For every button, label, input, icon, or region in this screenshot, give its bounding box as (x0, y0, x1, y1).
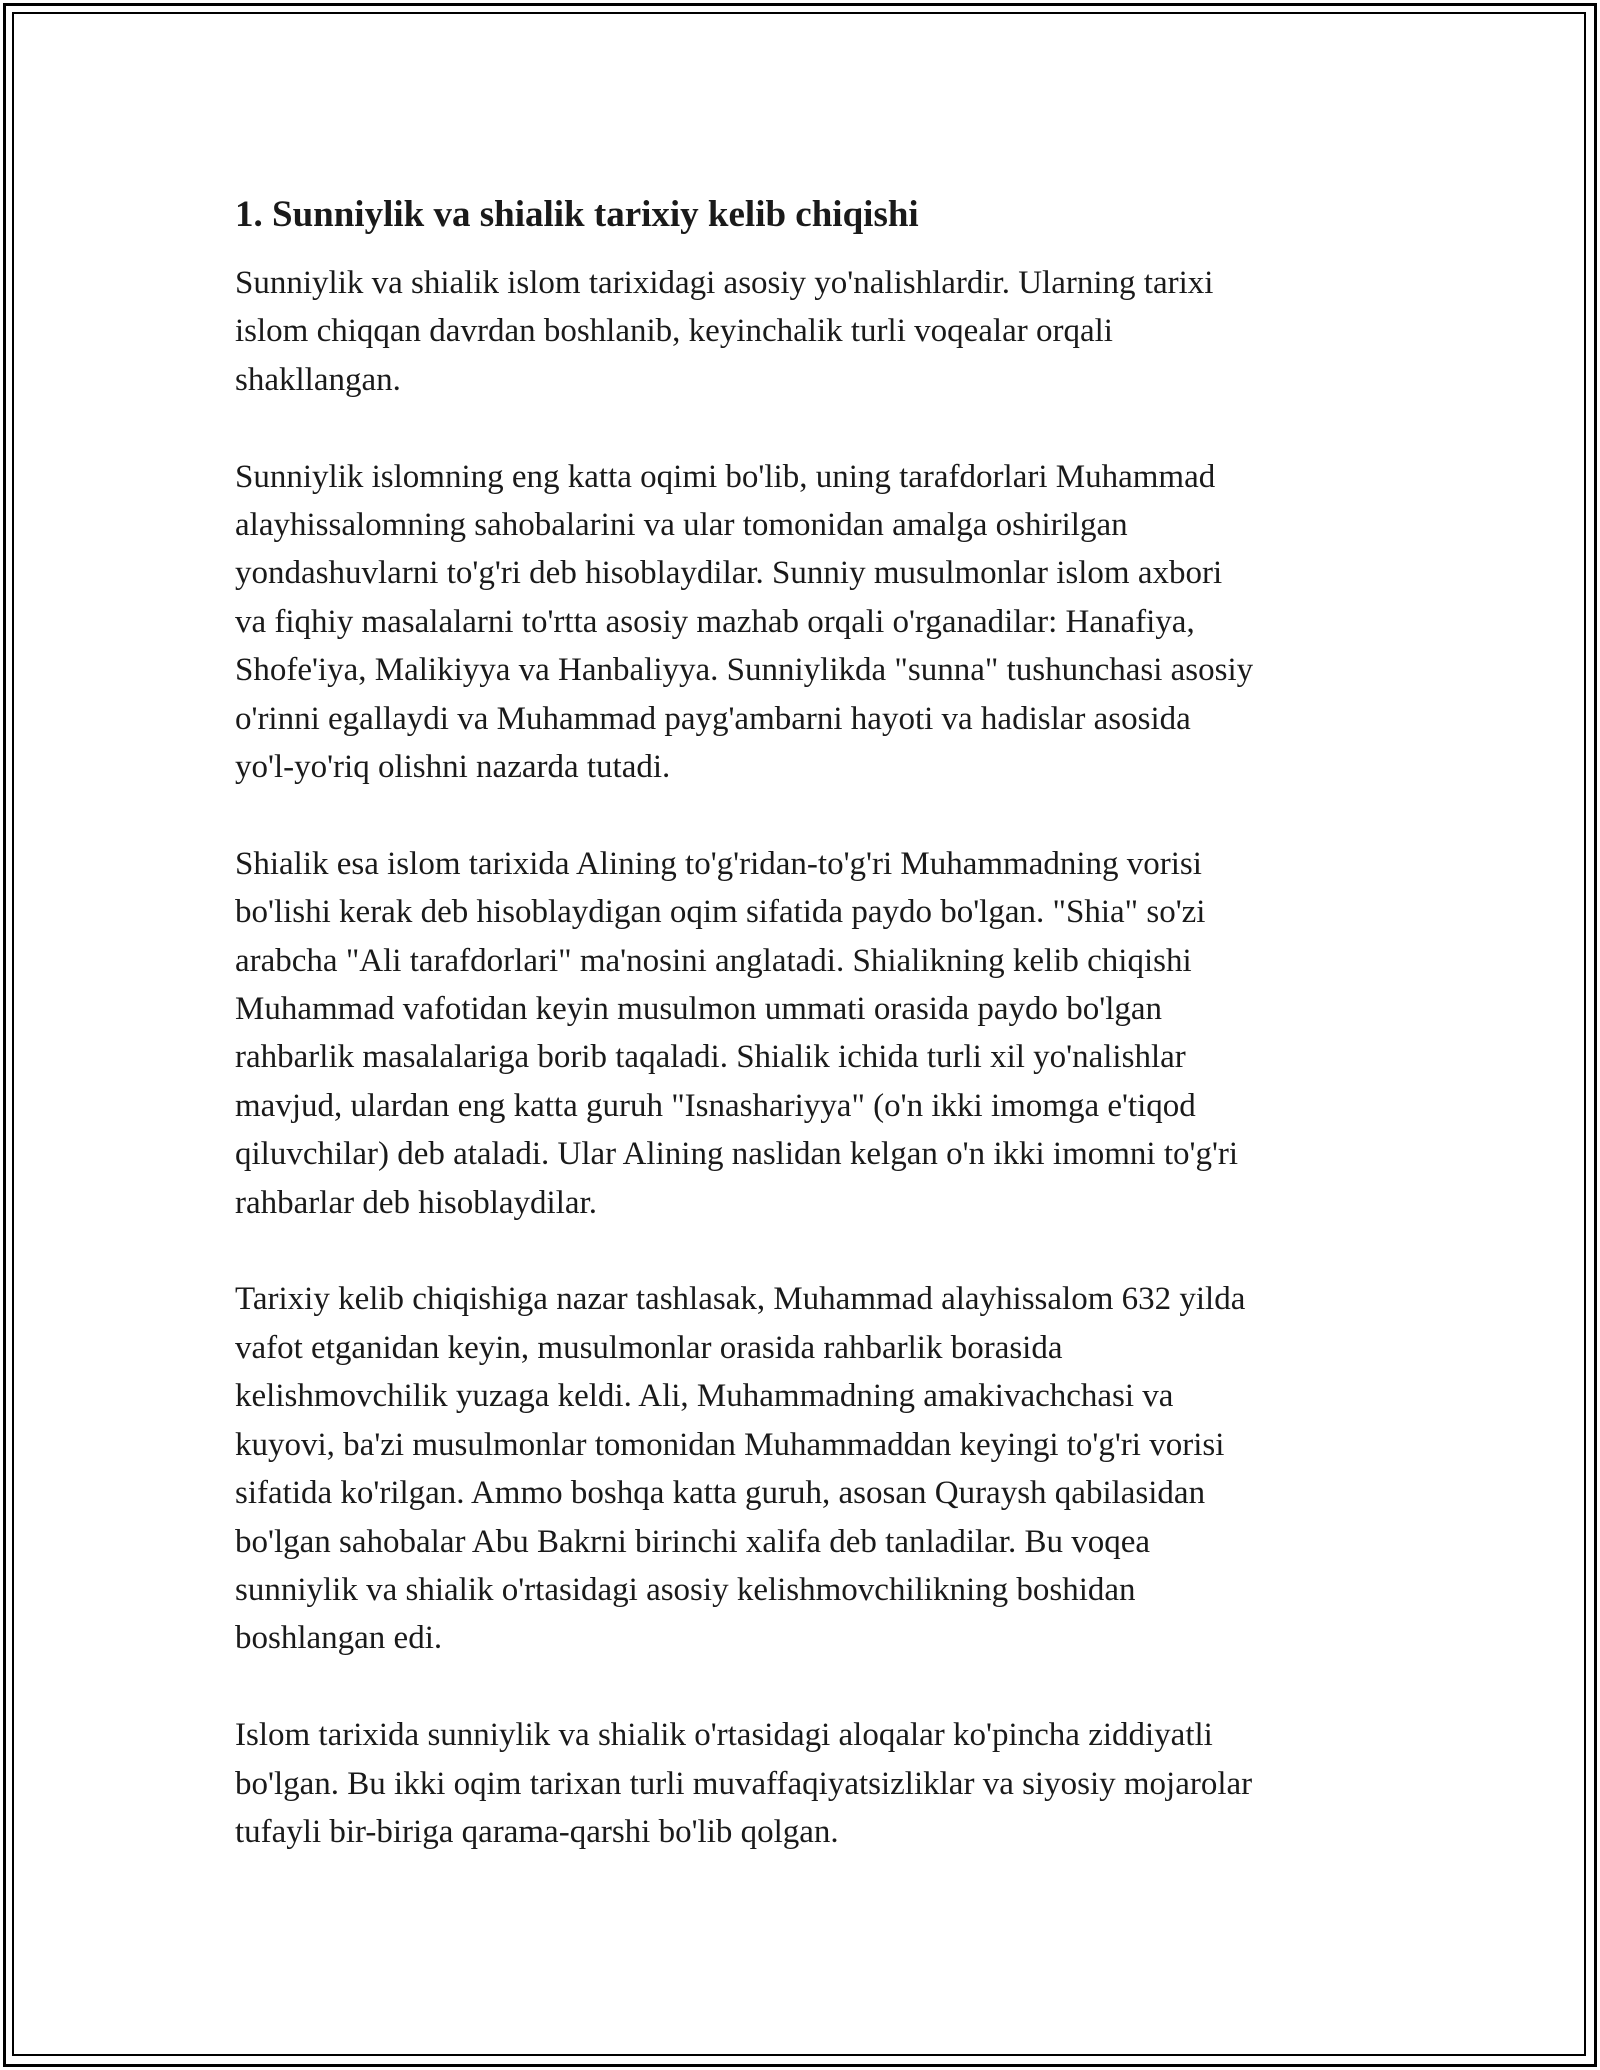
text-line: bo'lgan. Bu ikki oqim tarixan turli muvaffaqiyatsizliklar va siyosiy mojarolar (235, 1765, 1253, 1802)
text-line: bo'lishi kerak deb hisoblaydigan oqim sifatida paydo bo'lgan. "Shia" so'zi (235, 894, 1206, 931)
paragraph-sunni (235, 453, 1375, 792)
text-line: Shialik esa islom tarixida Alining to'g'ridan-to'g'ri Muhammadning vorisi (235, 845, 1202, 882)
text-line: qiluvchilar) deb ataladi. Ular Alining naslidan kelgan o'n ikki imomni to'g'ri (235, 1136, 1239, 1173)
text-line: boshlangan edi. (235, 1620, 443, 1657)
text-line: sifatida ko'rilgan. Ammo boshqa katta guruh, asosan Quraysh qabilasidan (235, 1475, 1206, 1512)
text-line: kuyovi, ba'zi musulmonlar tomonidan Muhammaddan keyingi to'g'ri vorisi (235, 1426, 1225, 1463)
text-line: islom chiqqan davrdan boshlanib, keyinchalik turli voqealar orqali (235, 313, 1113, 350)
text-line: kelishmovchilik yuzaga keldi. Ali, Muhammadning amakivachchasi va (235, 1378, 1174, 1415)
text-line: o'rinni egallaydi va Muhammad payg'ambarni hayoti va hadislar asosida (235, 700, 1191, 737)
paragraph-shia (235, 840, 1375, 1227)
text-line: Tarixiy kelib chiqishiga nazar tashlasak, Muhammad alayhissalom 632 yilda (235, 1281, 1246, 1318)
text-line: arabcha "Ali tarafdorlari" ma'nosini anglatadi. Shialikning kelib chiqishi (235, 942, 1192, 979)
text-line: Islom tarixida sunniylik va shialik o'rtasidagi aloqalar ko'pincha ziddiyatli (235, 1717, 1213, 1754)
paragraph-relations (235, 1711, 1375, 1856)
document-body (235, 185, 1375, 1856)
text-line: va fiqhiy masalalarni to'rtta asosiy mazhab orqali o'rganadilar: Hanafiya, (235, 603, 1195, 640)
section-title: 1. Sunniylik va shialik tarixiy kelib chiqishi (235, 194, 919, 235)
text-line: sunniylik va shialik o'rtasidagi asosiy kelishmovchilikning boshidan (235, 1571, 1136, 1608)
text-line: mavjud, ulardan eng katta guruh "Isnashariyya" (o'n ikki imomga e'tiqod (235, 1087, 1196, 1124)
paragraph-history (235, 1275, 1375, 1662)
text-line: shakllangan. (235, 361, 401, 398)
text-line: Muhammad vafotidan keyin musulmon ummati orasida paydo bo'lgan (235, 991, 1163, 1028)
text-line: yondashuvlarni to'g'ri deb hisoblaydilar. Sunniy musulmonlar islom axbori (235, 555, 1223, 592)
text-line: vafot etganidan keyin, musulmonlar orasida rahbarlik borasida (235, 1329, 1063, 1366)
text-line: Sunniylik islomning eng katta oqimi bo'lib, uning tarafdorlari Muhammad (235, 458, 1216, 495)
text-line: tufayli bir-biriga qarama-qarshi bo'lib qolgan. (235, 1813, 839, 1850)
text-line: rahbarlar deb hisoblaydilar. (235, 1184, 597, 1221)
text-line: yo'l-yo'riq olishni nazarda tutadi. (235, 749, 671, 786)
text-line: Sunniylik va shialik islom tarixidagi asosiy yo'nalishlardir. Ularning tarixi (235, 265, 1214, 301)
paragraph-intro (235, 259, 1375, 404)
text-line: Shofe'iya, Malikiyya va Hanbaliyya. Sunniylikda "sunna" tushunchasi asosiy (235, 652, 1254, 689)
text-line: alayhissalomning sahobalarini va ular tomonidan amalga oshirilgan (235, 507, 1128, 544)
text-line: rahbarlik masalalariga borib taqaladi. Shialik ichida turli xil yo'nalishlar (235, 1039, 1186, 1076)
text-line: bo'lgan sahobalar Abu Bakrni birinchi xalifa deb tanladilar. Bu voqea (235, 1523, 1151, 1560)
